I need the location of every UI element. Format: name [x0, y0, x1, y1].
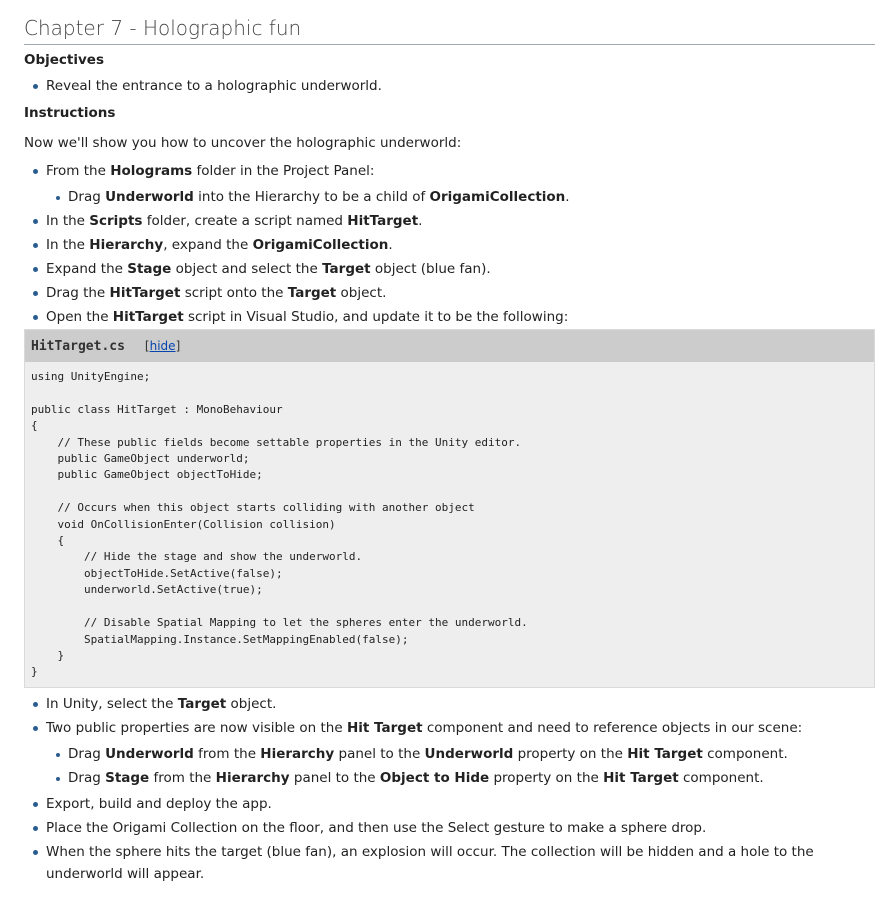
list-item: From the Holograms folder in the Project Panel:: [24, 160, 875, 182]
steps-list: [24, 160, 875, 328]
list-item: Drag the HitTarget script onto the Target object.: [24, 282, 875, 304]
list-item: Export, build and deploy the app.: [24, 793, 875, 815]
list-item: Drag Underworld into the Hierarchy to be a child of OrigamiCollection.: [24, 186, 875, 208]
hide-toggle: [hide]: [144, 339, 181, 353]
objectives-list: [24, 75, 875, 97]
article: [24, 14, 875, 885]
hide-link[interactable]: hide: [149, 339, 176, 353]
list-item: Drag Stage from the Hierarchy panel to the Object to Hide property on the Hit Target component.: [24, 767, 875, 789]
list-item: In Unity, select the Target object.: [24, 693, 875, 715]
list-item: Two public properties are now visible on the Hit Target component and need to reference objects in our scene:: [24, 717, 875, 739]
code-header: [25, 330, 874, 362]
list-item: Place the Origami Collection on the floor, and then use the Select gesture to make a sphere drop.: [24, 817, 875, 839]
list-item: Expand the Stage object and select the Target object (blue fan).: [24, 258, 875, 280]
list-item: When the sphere hits the target (blue fan), an explosion will occur. The collection will be hidden and a hole to the underworld will appear.: [24, 841, 875, 885]
objectives-heading: Objectives: [24, 52, 104, 68]
list-item: In the Hierarchy, expand the OrigamiCollection.: [24, 234, 875, 256]
code-block: [24, 329, 875, 688]
steps-list-2: [24, 693, 875, 885]
instructions-heading: Instructions: [24, 105, 116, 121]
list-item: Drag Underworld from the Hierarchy panel to the Underworld property on the Hit Target component.: [24, 743, 875, 765]
list-item: Open the HitTarget script in Visual Studio, and update it to be the following:: [24, 306, 875, 328]
code-filename: HitTarget.cs: [31, 338, 125, 354]
page-title: Chapter 7 - Holographic fun: [24, 14, 875, 45]
list-item: In the Scripts folder, create a script named HitTarget.: [24, 210, 875, 232]
code-content: using UnityEngine; public class HitTarget : MonoBehaviour { // These public fields become settable properties in the Unity editor. public GameObject underworld; public GameObject objectToHide; // Occurs when this object starts colliding with another object void OnCollisionEnter(Collision collision) { // Hide the stage and show the underworld. objectToHide.SetActive(false); underworld.SetActive(true); // Disable Spatial Mapping to let the spheres enter the underworld. SpatialMapping.Instance.SetMappingEnabled(false); } }: [31, 370, 528, 679]
intro-text: Now we'll show you how to uncover the holographic underworld:: [24, 135, 462, 151]
list-item: Reveal the entrance to a holographic underworld.: [24, 75, 875, 97]
